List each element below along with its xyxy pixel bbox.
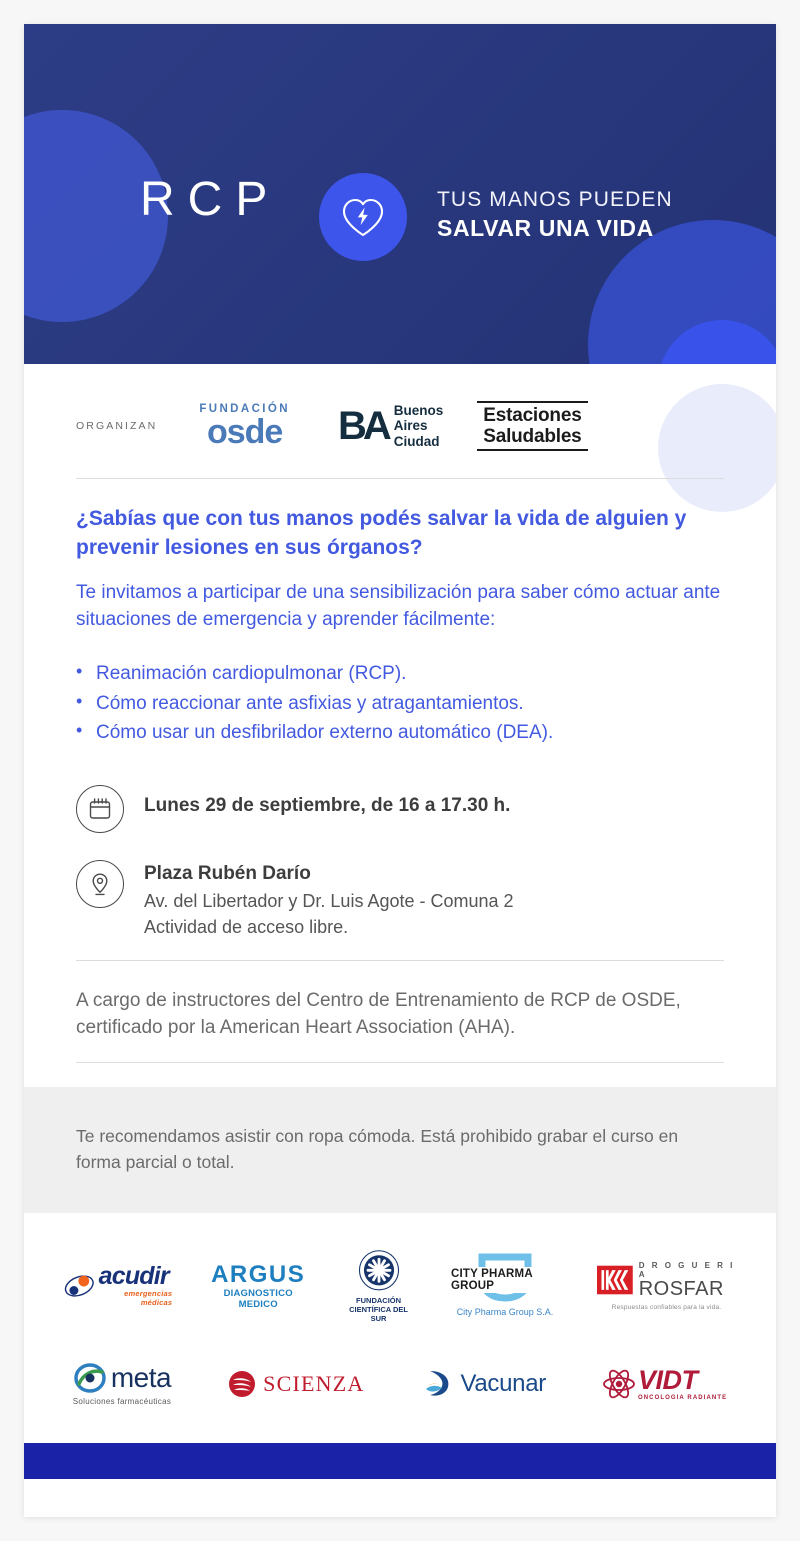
estaciones-line-1: Estaciones xyxy=(483,404,582,426)
vidt-tagline: ONCOLOGIA RADIANTE xyxy=(637,1394,728,1401)
calendar-icon xyxy=(76,785,124,833)
ba-wordmark xyxy=(394,403,444,448)
recommendation-text: Te recomendamos asistir con ropa cómoda. Está prohibido grabar el curso en forma parcial o total. xyxy=(76,1125,679,1173)
organizers-label: ORGANIZAN xyxy=(76,420,158,432)
argus-wordmark: ARGUS xyxy=(211,1260,306,1288)
intro-paragraph: Te invitamos a participar de una sensibilización para saber cómo actuar ante situaciones de emergencia y aprender fácilmente: xyxy=(76,581,721,631)
sponsors-section xyxy=(24,1213,776,1443)
sponsor-logo-acudir xyxy=(64,1249,172,1323)
scienza-mark-icon xyxy=(227,1369,257,1399)
topics-list xyxy=(76,659,724,747)
sponsor-logo-argus xyxy=(208,1249,308,1323)
main-content xyxy=(24,479,776,748)
osde-wordmark: osde xyxy=(206,413,283,452)
scienza-wordmark: SCIENZA xyxy=(263,1371,365,1397)
logo-estaciones-saludables xyxy=(477,401,587,452)
rosfar-top-text: D R O G U E R I A xyxy=(638,1261,735,1280)
headline: ¿Sabías que con tus manos podés salvar la vida de alguien y prevenir lesiones en sus órganos? xyxy=(76,507,687,559)
logo-buenos-aires-ciudad xyxy=(338,403,443,448)
meta-mark-icon xyxy=(73,1362,107,1394)
ba-line-1: Buenos xyxy=(393,403,444,419)
event-date-row xyxy=(76,784,724,833)
logo-fundacion-osde xyxy=(199,403,290,452)
vidt-wordmark: VIDT xyxy=(637,1364,698,1395)
instructors-note xyxy=(24,961,776,1042)
hero-tagline xyxy=(437,187,673,243)
event-place-row xyxy=(76,859,724,940)
sponsor-logo-meta xyxy=(73,1347,171,1421)
hero-tagline-top: TUS MANOS PUEDEN xyxy=(437,188,673,211)
event-place-text xyxy=(144,861,514,940)
sponsors-row-2 xyxy=(64,1347,736,1421)
centro-diagnostico-seal-icon xyxy=(351,1249,407,1295)
instructors-note-text: A cargo de instructores del Centro de Entrenamiento de RCP de OSDE, certificado por la American Heart Association (AHA). xyxy=(76,989,681,1039)
argus-tagline: DIAGNOSTICO MEDICO xyxy=(223,1287,293,1310)
place-address: Av. del Libertador y Dr. Luis Agote - Comuna 2 xyxy=(144,890,514,911)
centro-diagnostico-line-1: FUNDACIÓN xyxy=(356,1296,402,1306)
ba-monogram: BA xyxy=(337,403,388,448)
rosfar-tagline: Respuestas confiables para la vida. xyxy=(611,1304,722,1312)
sponsor-logo-vacunar xyxy=(420,1347,546,1421)
acudir-mark-icon xyxy=(64,1271,95,1301)
sponsors-row-1 xyxy=(64,1249,736,1323)
sponsor-logo-vidt xyxy=(602,1347,727,1421)
meta-tagline: Soluciones farmacéuticas xyxy=(72,1397,172,1407)
hero-content xyxy=(24,24,776,364)
place-name: Plaza Rubén Darío xyxy=(144,862,311,884)
rosfar-wordmark: ROSFAR xyxy=(638,1278,724,1301)
acudir-tagline: emergencias médicas xyxy=(124,1289,173,1308)
meta-wordmark: meta xyxy=(110,1362,172,1394)
osde-top-text: FUNDACIÓN xyxy=(199,403,290,416)
list-item: • Cómo reaccionar ante asfixias y atragantamientos. xyxy=(76,689,724,718)
city-pharma-legal-name: City Pharma Group S.A. xyxy=(456,1307,554,1318)
location-pin-icon xyxy=(76,860,124,908)
list-item: • Reanimación cardiopulmonar (RCP). xyxy=(76,659,724,688)
hero-brand-rcp: RCP xyxy=(140,173,281,226)
ba-line-2: Aires xyxy=(393,418,428,434)
vacunar-wordmark: Vacunar xyxy=(460,1370,546,1398)
acudir-wordmark: acudir xyxy=(98,1262,169,1291)
organizers-strip xyxy=(24,364,776,456)
sponsor-logo-scienza xyxy=(227,1347,364,1421)
recommendation-band xyxy=(24,1087,776,1214)
footer-bar xyxy=(24,1443,776,1479)
hero-banner xyxy=(24,24,776,364)
sponsor-logo-rosfar xyxy=(597,1249,736,1323)
centro-diagnostico-line-2: CIENTÍFICA DEL SUR xyxy=(349,1305,408,1323)
divider-bottom xyxy=(76,1062,724,1063)
vacunar-mark-icon xyxy=(420,1367,456,1401)
flyer-card xyxy=(24,24,776,1517)
sponsor-logo-centro-diagnostico xyxy=(344,1249,413,1323)
estaciones-line-2: Saludables xyxy=(483,426,582,447)
sponsor-logo-city-pharma xyxy=(449,1249,561,1323)
list-item: • Cómo usar un desfibrilador externo automático (DEA). xyxy=(76,718,724,747)
place-access: Actividad de acceso libre. xyxy=(144,916,349,937)
city-pharma-wordmark: CITY PHARMA GROUP xyxy=(449,1267,561,1293)
hero-tagline-bottom: SALVAR UNA VIDA xyxy=(437,215,654,242)
heart-bolt-icon xyxy=(319,173,407,261)
ba-line-3: Ciudad xyxy=(393,433,440,449)
event-date-text: Lunes 29 de septiembre, de 16 a 17.30 h. xyxy=(144,794,511,816)
vidt-atom-icon xyxy=(602,1368,636,1400)
event-details xyxy=(24,748,776,940)
rosfar-mark-icon xyxy=(597,1264,633,1296)
